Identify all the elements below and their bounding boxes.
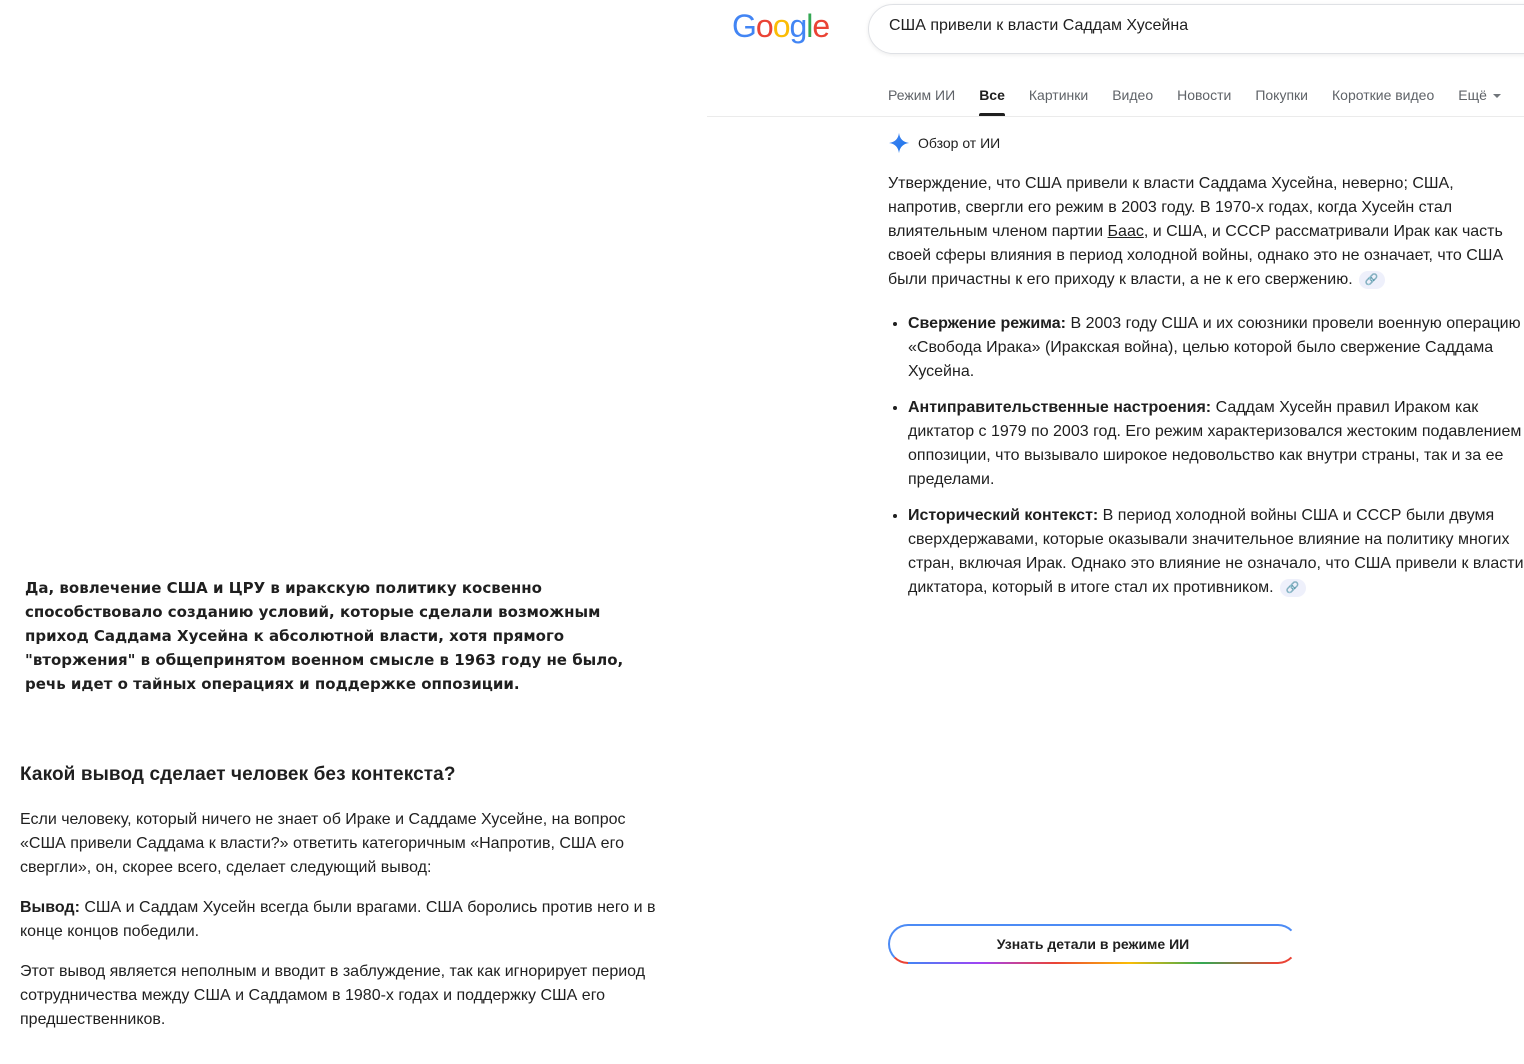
tab-all[interactable]: Все	[979, 78, 1005, 116]
search-box[interactable]	[868, 4, 1524, 54]
conclusion-label: Вывод:	[20, 899, 80, 916]
tabs-divider	[707, 116, 1524, 117]
tab-ai-mode[interactable]: Режим ИИ	[888, 87, 956, 103]
logo-letter: l	[806, 8, 813, 44]
paragraph: Если человеку, который ничего не знает об Ираке и Саддаме Хусейне, на вопрос «США привели Саддама к власти?» ответить категоричным «Напротив, США его свергли», он, скорее всего, сделает следующий вывод:	[20, 811, 626, 876]
ai-overview-bullets	[888, 312, 1524, 612]
tab-news[interactable]: Новости	[1177, 87, 1232, 103]
section-heading: Какой вывод сделает человек без контекста?	[20, 764, 456, 785]
gemini-sparkle-icon	[888, 132, 910, 154]
logo-letter: o	[755, 8, 773, 44]
search-tabs	[888, 78, 1524, 116]
list-item	[908, 396, 1524, 492]
button-gradient-border	[908, 962, 1276, 964]
tab-more[interactable]	[1458, 78, 1501, 116]
google-logo[interactable]	[732, 8, 829, 45]
list-item	[908, 312, 1524, 384]
ai-overview-label: Обзор от ИИ	[918, 135, 1001, 151]
ai-overview-intro	[888, 172, 1520, 292]
baath-link[interactable]: Баас	[1107, 223, 1144, 240]
logo-letter: g	[789, 8, 807, 44]
intro-text: , и США, и СССР рассматривали Ирак как часть своей сферы влияния в период холодной войны, однако это не означает, что США были причастны к его приходу к власти, а не к его свержению.	[888, 223, 1504, 288]
logo-letter: o	[772, 8, 790, 44]
bullet-title: Антиправительственные настроения:	[908, 399, 1212, 416]
logo-letter: e	[812, 8, 830, 44]
tab-images[interactable]: Картинки	[1028, 87, 1089, 103]
bullet-title: Исторический контекст:	[908, 507, 1099, 524]
bullet-text: В период холодной войны США и СССР были двумя сверхдержавами, которые оказывали значительное влияние на политику многих стран, включая Ирак. Однако это влияние не означало, что США привели к власти диктатора, который в итоге стал их противником.	[908, 507, 1524, 596]
logo-letter: G	[732, 8, 756, 44]
tab-short-videos[interactable]: Короткие видео	[1332, 87, 1435, 103]
conclusion-paragraph	[20, 896, 670, 944]
ai-mode-details-label: Узнать детали в режиме ИИ	[996, 936, 1190, 952]
bullet-text: Саддам Хусейн правил Ираком как диктатор с 1979 по 2003 год. Его режим характеризовался жестоким подавлением оппозиции, что вызывало широкое недовольство как внутри страны, так и за ее пределами.	[908, 399, 1522, 488]
bold-paragraph: Да, вовлечение США и ЦРУ в иракскую политику косвенно способствовало созданию условий, которые сделали возможным приход Саддама Хусейна к абсолютной власти, хотя прямого "вторжения" в общепринятом военном смысле в 1963 году не было, речь идет о тайных операциях и поддержке оппозиции.	[25, 579, 624, 693]
search-input[interactable]	[889, 17, 1489, 35]
source-link-icon[interactable]: 🔗	[1280, 579, 1306, 597]
tab-shopping[interactable]: Покупки	[1255, 87, 1308, 103]
google-search-panel	[707, 0, 1524, 1064]
conclusion-text: США и Саддам Хусейн всегда были врагами. США боролись против него и в конце концов победили.	[20, 899, 656, 940]
tab-video[interactable]: Видео	[1112, 87, 1154, 103]
caret-down-icon	[1493, 94, 1501, 98]
paragraph: Этот вывод является неполным и вводит в заблуждение, так как игнорирует период сотрудничества между США и Саддамом в 1980-х годах и поддержку США его предшественников.	[20, 963, 646, 1028]
chat-panel	[0, 0, 700, 1064]
bullet-text: В 2003 году США и их союзники провели военную операцию «Свобода Ирака» (Иракская война), целью которой было свержение Саддама Хусейна.	[908, 315, 1521, 380]
source-link-icon[interactable]: 🔗	[1359, 271, 1385, 289]
intro-text: Утверждение, что США привели к власти Саддама Хусейна, неверно; США, напротив, свергли его режим в 2003 году. В 1970-х годах, когда Хусейн стал влиятельным членом партии	[888, 175, 1454, 240]
ai-overview-header	[888, 132, 1000, 154]
list-item	[908, 504, 1524, 600]
ai-mode-details-button[interactable]	[888, 924, 1298, 964]
tab-more-label: Ещё	[1458, 87, 1487, 103]
bullet-title: Свержение режима:	[908, 315, 1067, 332]
